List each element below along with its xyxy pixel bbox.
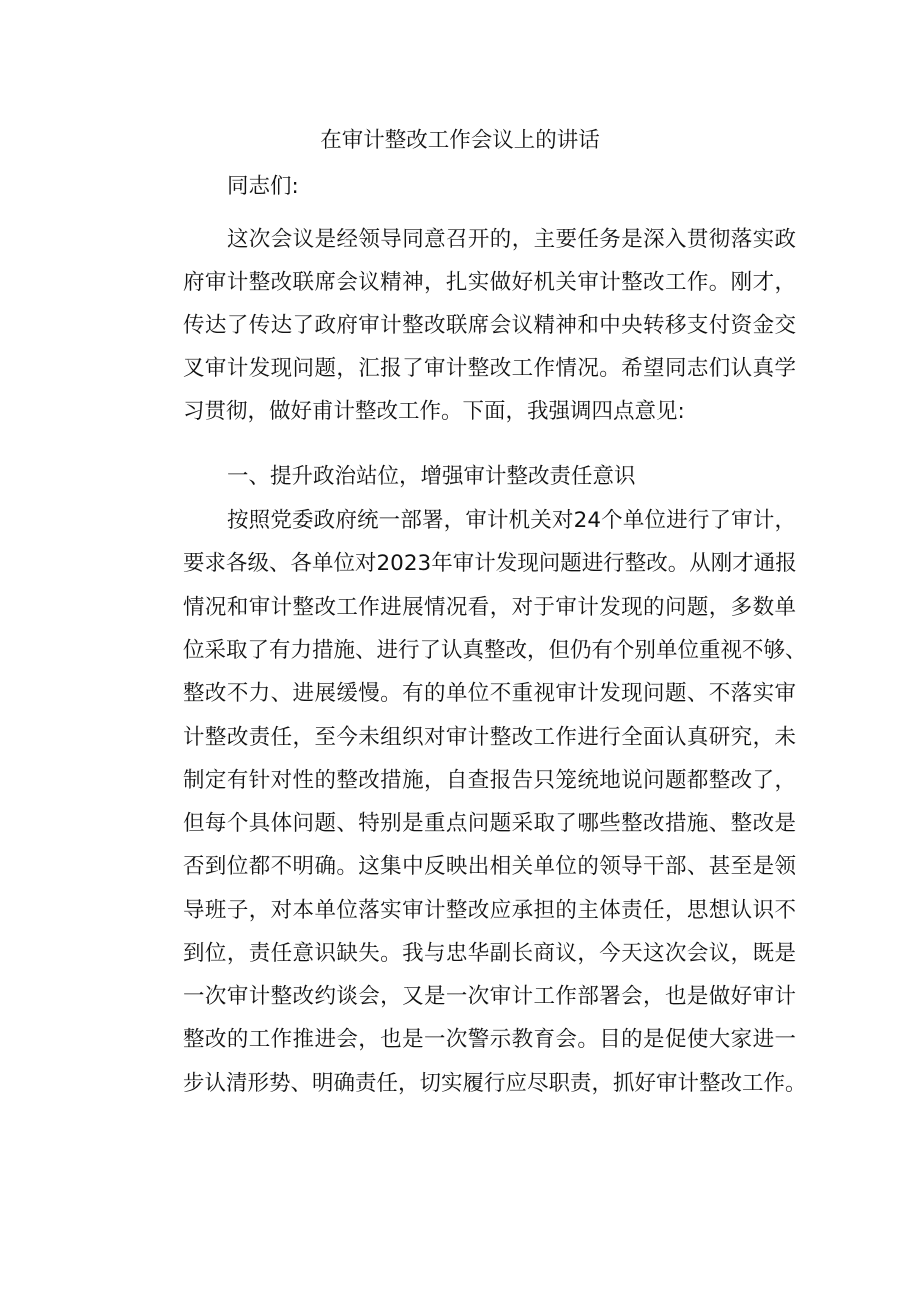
text-line: 否到位都不明确。这集中反映出相关单位的领导干部、甚至是领 — [183, 854, 796, 879]
text-line: 计整改责任，至今未组织对审计整改工作进行全面认真研究，未 — [183, 725, 796, 750]
text-line: 但每个具体问题、特别是重点问题采取了哪些整改措施、整改是 — [183, 811, 796, 836]
text-line: 导班子，对本单位落实审计整改应承担的主体责任，思想认识不 — [183, 898, 796, 923]
text-line: 步认清形势、明确责任，切实履行应尽职责，抓好审计整改工作。 — [183, 1071, 807, 1096]
text-line: 传达了传达了政府审计整改联席会议精神和中央转移支付资金交 — [183, 313, 796, 338]
text-line: 到位，责任意识缺失。我与忠华副长商议，今天这次会议，既是 — [183, 941, 796, 966]
text-line: 整改不力、进展缓慢。有的单位不重视审计发现问题、不落实审 — [183, 681, 796, 706]
text-line: 位采取了有力措施、进行了认真整改，但仍有个别单位重视不够、 — [183, 638, 807, 663]
text-line: 一次审计整改约谈会，又是一次审计工作部署会，也是做好审计 — [183, 984, 796, 1009]
text-line: 制定有针对性的整改措施，自查报告只笼统地说问题都整改了， — [183, 768, 796, 793]
document-title: 在审计整改工作会议上的讲话 — [320, 128, 600, 153]
text-line: 情况和审计整改工作进展情况看，对于审计发现的问题，多数单 — [183, 595, 796, 620]
text-line: 整改的工作推进会，也是一次警示教育会。目的是促使大家进一 — [183, 1027, 796, 1052]
text-line: 叉审计发现问题，汇报了审计整改工作情况。希望同志们认真学 — [183, 356, 796, 381]
salutation: 同志们: — [227, 174, 299, 199]
text-line: 习贯彻，做好甫计整改工作。下面，我强调四点意见: — [183, 399, 685, 424]
text-line: 按照党委政府统一部署，审计机关对24个单位进行了审计， — [227, 508, 796, 533]
section-heading: 一、提升政治站位，增强审计整改责任意识 — [227, 464, 636, 489]
text-line: 府审计整改联席会议精神，扎实做好机关审计整改工作。刚才， — [183, 270, 796, 295]
text-line: 这次会议是经领导同意召开的，主要任务是深入贯彻落实政 — [227, 227, 796, 252]
text-line: 要求各级、各单位对2023年审计发现问题进行整改。从刚才通报 — [183, 551, 797, 576]
